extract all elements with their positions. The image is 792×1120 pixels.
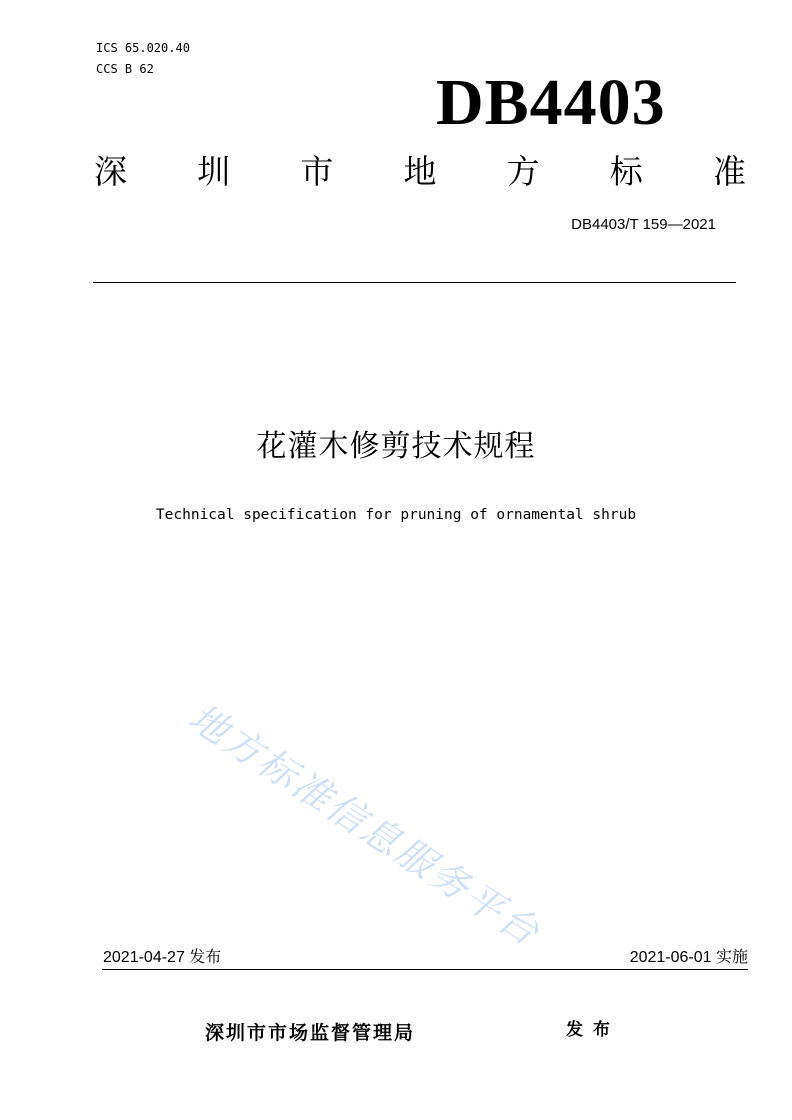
title-english: Technical specification for pruning of ornamental shrub <box>155 507 637 523</box>
standard-type-char: 准 <box>712 152 746 191</box>
watermark: 地方标准信息服务平台 <box>181 695 549 956</box>
standard-type-char: 圳 <box>197 152 231 191</box>
bottom-divider <box>102 969 748 970</box>
issue-date: 2021-04-27 发布 <box>103 949 222 966</box>
standard-type-char: 地 <box>403 152 437 191</box>
standard-type-char: 方 <box>506 152 540 191</box>
standard-type-heading <box>94 150 746 194</box>
standard-type-char: 深 <box>94 152 127 191</box>
standard-type-char: 市 <box>300 152 334 191</box>
publisher-name: 深圳市市场监督管理局 <box>205 1022 416 1044</box>
title-chinese: 花灌木修剪技术规程 <box>256 429 536 464</box>
publish-label: 发布 <box>566 1020 620 1040</box>
ccs-code: CCS B 62 <box>96 62 154 76</box>
ics-code: ICS 65.020.40 <box>96 41 190 55</box>
standard-type-char: 标 <box>609 152 643 191</box>
implementation-date: 2021-06-01 实施 <box>629 949 748 966</box>
standard-code-logo: DB4403 <box>436 66 666 139</box>
top-divider <box>93 282 736 283</box>
standard-number: DB4403/T 159—2021 <box>571 216 716 233</box>
